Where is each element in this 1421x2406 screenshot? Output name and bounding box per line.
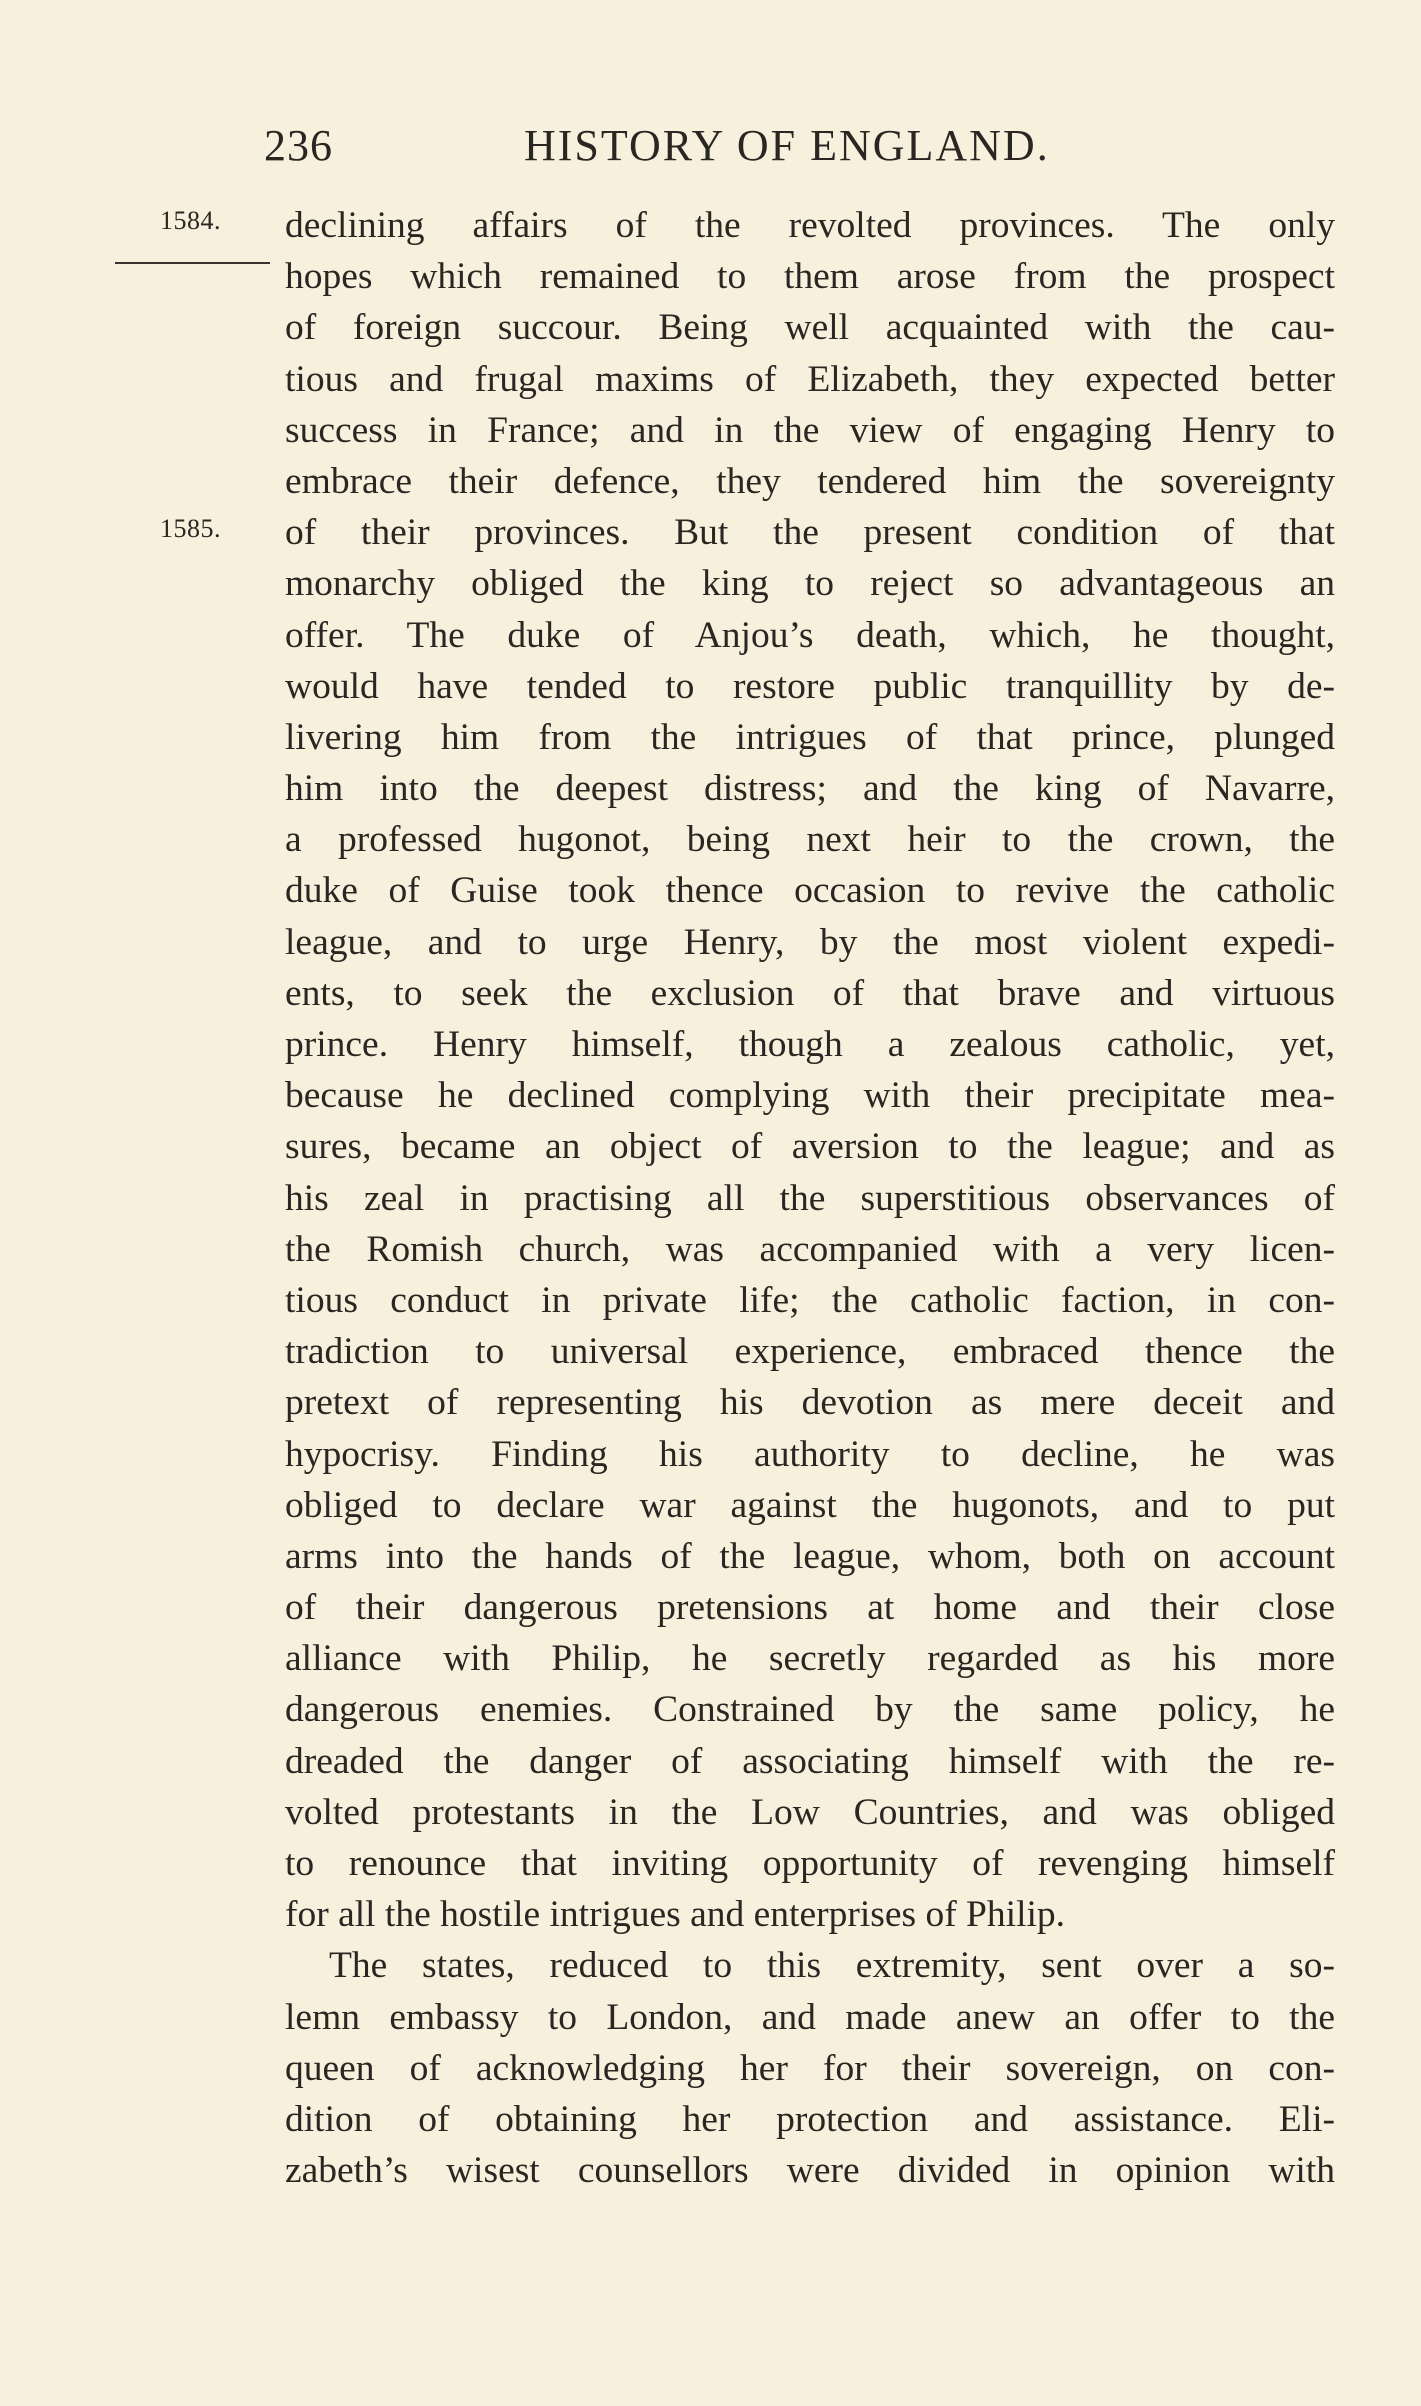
text-line: would have tended to restore public tranquillity by de- [285, 665, 1335, 707]
text-line: queen of acknowledging her for their sovereign, on con- [285, 2047, 1335, 2089]
text-line: him into the deepest distress; and the king of Navarre, [285, 768, 1335, 810]
text-line: a professed hugonot, being next heir to the crown, the [285, 819, 1335, 861]
body-text [285, 200, 1335, 2196]
text-line: dangerous enemies. Constrained by the same policy, he [285, 1689, 1335, 1731]
book-title: HISTORY OF ENGLAND. [524, 121, 1050, 170]
text-line: arms into the hands of the league, whom, both on account [285, 1535, 1335, 1577]
text-line: tious conduct in private life; the catholic faction, in con- [285, 1279, 1335, 1321]
text-line: tious and frugal maxims of Elizabeth, they expected better [285, 358, 1335, 400]
text-line: sures, became an object of aversion to the league; and as [285, 1126, 1335, 1168]
text-line: offer. The duke of Anjou’s death, which, he thought, [285, 614, 1335, 656]
text-line: to renounce that inviting opportunity of revenging himself [285, 1843, 1335, 1884]
text-line: of foreign succour. Being well acquainted with the cau- [285, 307, 1335, 349]
text-line: prince. Henry himself, though a zealous catholic, yet, [285, 1024, 1335, 1065]
margin-year-1584: 1584. [160, 206, 221, 235]
text-line: alliance with Philip, he secretly regarded as his more [285, 1638, 1335, 1680]
text-line: obliged to declare war against the hugonots, and to put [285, 1484, 1335, 1526]
text-line: league, and to urge Henry, by the most violent expedi- [285, 921, 1335, 963]
text-line: embrace their defence, they tendered him the sovereignty [285, 460, 1335, 502]
text-line: livering him from the intrigues of that prince, plunged [285, 716, 1335, 758]
text-line: the Romish church, was accompanied with a very licen- [285, 1228, 1335, 1270]
text-line: hopes which remained to them arose from the prospect [285, 256, 1335, 298]
text-line: declining affairs of the revolted provinces. The only [285, 205, 1335, 246]
text-line: pretext of representing his devotion as mere deceit and [285, 1382, 1335, 1424]
text-line: for all the hostile intrigues and enterprises of Philip. [285, 1894, 1066, 1936]
text-line: ents, to seek the exclusion of that brave and virtuous [285, 972, 1335, 1014]
margin-rule [115, 262, 270, 264]
margin-year-1585: 1585. [160, 514, 221, 543]
text-line: hypocrisy. Finding his authority to decline, he was [285, 1433, 1335, 1475]
page-number: 236 [264, 121, 333, 170]
text-line: because he declined complying with their precipitate mea- [285, 1075, 1335, 1117]
text-line: zabeth’s wisest counsellors were divided in opinion with [285, 2150, 1335, 2192]
text-line: success in France; and in the view of engaging Henry to [285, 409, 1335, 451]
text-line: of their dangerous pretensions at home and their close [285, 1587, 1335, 1629]
text-line: volted protestants in the Low Countries, and was obliged [285, 1791, 1335, 1833]
text-line: tradiction to universal experience, embraced thence the [285, 1331, 1335, 1373]
text-line: lemn embassy to London, and made anew an offer to the [285, 1996, 1335, 2038]
text-line: dreaded the danger of associating himself with the re- [285, 1740, 1335, 1782]
text-line: dition of obtaining her protection and assistance. Eli- [285, 2098, 1335, 2140]
text-line: of their provinces. But the present condition of that [285, 512, 1335, 554]
text-line: his zeal in practising all the superstitious observances of [285, 1177, 1335, 1219]
running-head [264, 120, 1334, 180]
text-line: monarchy obliged the king to reject so advantageous an [285, 563, 1335, 605]
text-line-paragraph-start: The states, reduced to this extremity, sent over a so- [329, 1945, 1335, 1987]
text-line: duke of Guise took thence occasion to revive the catholic [285, 870, 1335, 912]
